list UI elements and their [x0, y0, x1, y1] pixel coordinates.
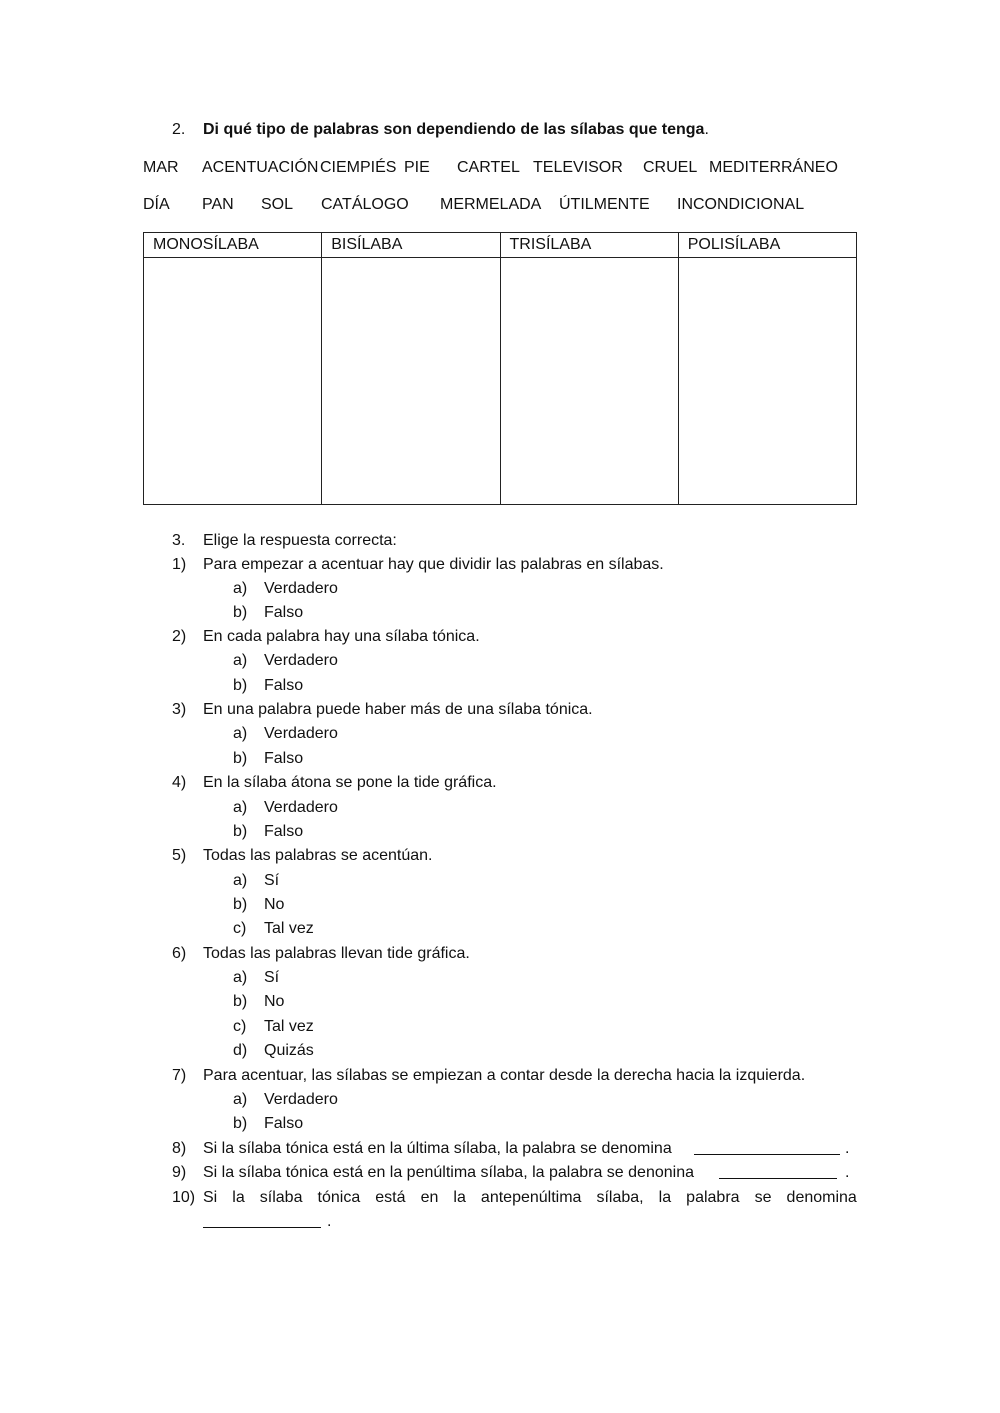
option-text[interactable]: Sí: [264, 872, 280, 889]
word: SOL: [261, 196, 294, 213]
option-letter: b): [233, 677, 248, 694]
exercise-2-title: Di qué tipo de palabras son dependiendo de las sílabas que tenga.: [203, 121, 709, 138]
word: ÚTILMENTE: [559, 196, 650, 213]
question-number: 6): [172, 945, 187, 962]
option-text[interactable]: Verdadero: [264, 1091, 338, 1108]
syllable-table: [143, 232, 857, 505]
option-text[interactable]: Falso: [264, 750, 304, 767]
sentence-end: .: [845, 1140, 850, 1157]
option-text[interactable]: Falso: [264, 604, 304, 621]
word: TELEVISOR: [533, 159, 623, 176]
question-text: Para acentuar, las sílabas se empiezan a contar desde la derecha hacia la izquierda.: [203, 1067, 806, 1084]
answer-blank[interactable]: [203, 1213, 321, 1228]
word: denomina: [786, 1189, 857, 1206]
word: MERMELADA: [440, 196, 542, 213]
question-number: 3): [172, 701, 187, 718]
table-header-trisilaba: TRISÍLABA: [500, 233, 678, 258]
word: CARTEL: [457, 159, 520, 176]
word: la: [453, 1189, 466, 1206]
option-letter: b): [233, 750, 248, 767]
question-10-text: [203, 1188, 857, 1208]
question-text: Si la sílaba tónica está en la última sílaba, la palabra se denomina: [203, 1140, 672, 1157]
answer-blank[interactable]: [694, 1140, 840, 1155]
option-letter: a): [233, 1091, 248, 1108]
option-text[interactable]: Falso: [264, 823, 304, 840]
answer-cell-polisilaba[interactable]: [678, 258, 856, 505]
question-number: 2): [172, 628, 187, 645]
option-letter: c): [233, 1018, 247, 1035]
question-number: 5): [172, 847, 187, 864]
question-text: Todas las palabras se acentúan.: [203, 847, 433, 864]
option-text[interactable]: Tal vez: [264, 1018, 314, 1035]
answer-cell-monosilaba[interactable]: [144, 258, 322, 505]
word: MEDITERRÁNEO: [709, 159, 838, 176]
option-text[interactable]: Sí: [264, 969, 280, 986]
sentence-end: .: [845, 1164, 850, 1181]
option-text[interactable]: Verdadero: [264, 799, 338, 816]
option-letter: b): [233, 993, 248, 1010]
option-letter: a): [233, 969, 248, 986]
question-number: 7): [172, 1067, 187, 1084]
word: MAR: [143, 159, 179, 176]
table-header-polisilaba: POLISÍLABA: [678, 233, 856, 258]
word: INCONDICIONAL: [677, 196, 805, 213]
option-letter: a): [233, 652, 248, 669]
word: CATÁLOGO: [321, 196, 409, 213]
option-letter: b): [233, 1115, 248, 1132]
table-header-monosilaba: MONOSÍLABA: [144, 233, 322, 258]
exercise-3-title: Elige la respuesta correcta:: [203, 532, 397, 549]
answer-blank[interactable]: [719, 1164, 837, 1179]
option-text[interactable]: Falso: [264, 677, 304, 694]
option-text[interactable]: Verdadero: [264, 725, 338, 742]
question-number: 1): [172, 556, 187, 573]
question-text: Todas las palabras llevan tide gráfica.: [203, 945, 470, 962]
question-number: 10): [172, 1189, 196, 1206]
option-letter: a): [233, 725, 248, 742]
word: CRUEL: [643, 159, 698, 176]
option-text[interactable]: Verdadero: [264, 580, 338, 597]
word: tónica: [317, 1189, 361, 1206]
word: Si: [203, 1189, 218, 1206]
option-letter: a): [233, 580, 248, 597]
word: antepenúltima: [480, 1189, 582, 1206]
question-text: Si la sílaba tónica está en la penúltima sílaba, la palabra se denonina: [203, 1164, 694, 1181]
option-letter: b): [233, 896, 248, 913]
option-letter: a): [233, 799, 248, 816]
option-letter: b): [233, 604, 248, 621]
word: sílaba,: [596, 1189, 644, 1206]
option-text[interactable]: Quizás: [264, 1042, 314, 1059]
option-text[interactable]: Tal vez: [264, 920, 314, 937]
word: la: [658, 1189, 672, 1206]
word: PIE: [404, 159, 430, 176]
exercise-2-number: 2.: [172, 121, 186, 138]
word: DÍA: [143, 196, 170, 213]
word: en: [420, 1189, 439, 1206]
question-text: En una palabra puede haber más de una sílaba tónica.: [203, 701, 593, 718]
word: sílaba: [259, 1189, 303, 1206]
option-letter: d): [233, 1042, 248, 1059]
word: está: [375, 1189, 406, 1206]
option-text[interactable]: Falso: [264, 1115, 304, 1132]
word: la: [232, 1189, 245, 1206]
option-letter: c): [233, 920, 247, 937]
option-letter: a): [233, 872, 248, 889]
option-text[interactable]: Verdadero: [264, 652, 338, 669]
word: se: [754, 1189, 772, 1206]
question-text: En la sílaba átona se pone la tide gráfica.: [203, 774, 497, 791]
word: PAN: [202, 196, 234, 213]
exercise-3-number: 3.: [172, 532, 186, 549]
answer-cell-trisilaba[interactable]: [500, 258, 678, 505]
option-letter: b): [233, 823, 248, 840]
word: CIEMPIÉS: [320, 159, 397, 176]
sentence-end: .: [327, 1213, 332, 1230]
option-text[interactable]: No: [264, 993, 285, 1010]
question-text: En cada palabra hay una sílaba tónica.: [203, 628, 480, 645]
question-number: 9): [172, 1164, 187, 1181]
table-header-bisilaba: BISÍLABA: [322, 233, 500, 258]
question-text: Para empezar a acentuar hay que dividir las palabras en sílabas.: [203, 556, 664, 573]
answer-cell-bisilaba[interactable]: [322, 258, 500, 505]
word: palabra: [686, 1189, 740, 1206]
question-number: 8): [172, 1140, 187, 1157]
option-text[interactable]: No: [264, 896, 285, 913]
question-number: 4): [172, 774, 187, 791]
word: ACENTUACIÓN: [202, 159, 319, 176]
